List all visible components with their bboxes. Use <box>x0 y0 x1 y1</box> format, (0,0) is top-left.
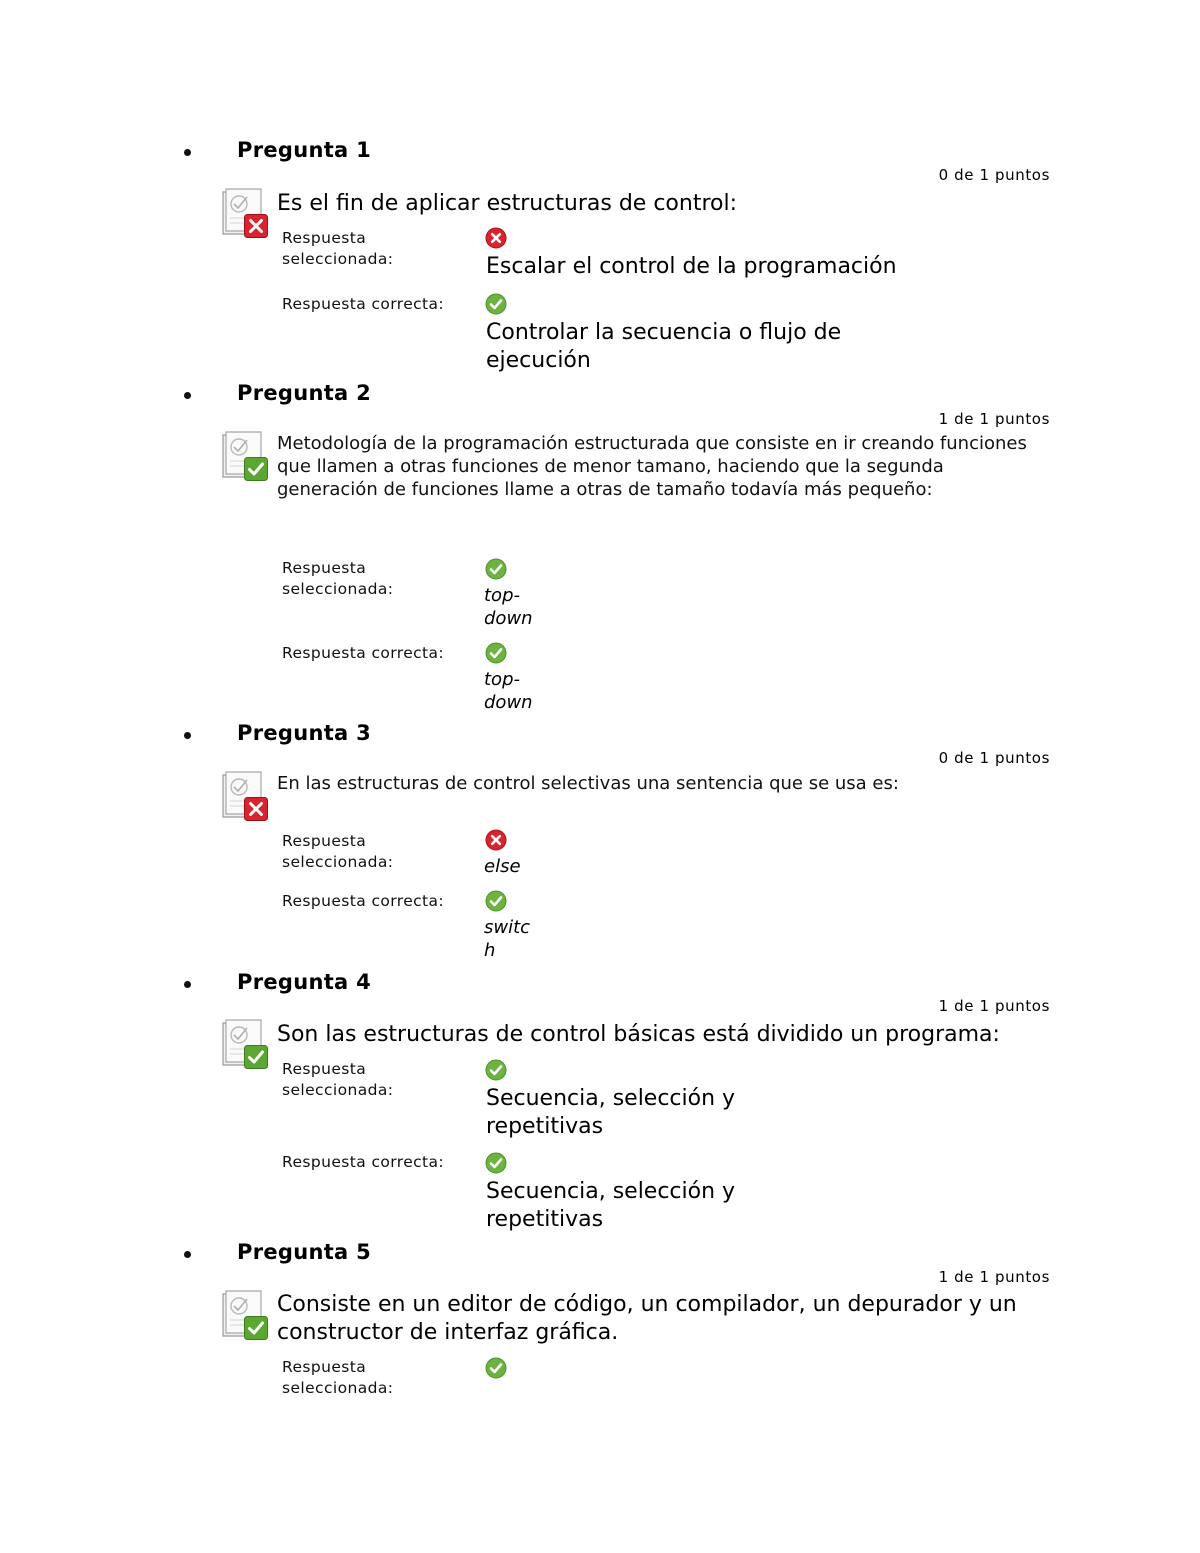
list-bullet <box>184 392 191 399</box>
question-text: Metodología de la programación estructurada que consiste en ir creando funciones que llamen a otras funciones de menor tamano, haciendo que la segunda generación de funciones llame a otras de tamaño todavía más pequeño: <box>277 433 1027 500</box>
question-title: Pregunta 1 <box>237 138 372 162</box>
correct-answer: Controlar la secuencia o flujo de ejecución <box>486 320 842 373</box>
selected-answer-label: Respuesta seleccionada: <box>282 1358 394 1397</box>
selected-answer: Secuencia, selección y repetitivas <box>486 1086 736 1139</box>
list-bullet <box>184 981 191 988</box>
question-text: En las estructuras de control selectivas una sentencia que se usa es: <box>277 773 899 794</box>
correct-answer: Secuencia, selección y repetitivas <box>486 1179 736 1232</box>
question-title: Pregunta 5 <box>237 1240 372 1264</box>
list-bullet <box>184 1251 191 1258</box>
question-text: Son las estructuras de control básicas está dividido un programa: <box>277 1022 1000 1047</box>
correct-answer: switch <box>484 917 531 961</box>
question-text: Consiste en un editor de código, un compilador, un depurador y un constructor de interfaz gráfica. <box>277 1292 1017 1345</box>
selected-answer-label: Respuesta seleccionada: <box>282 832 394 871</box>
selected-answer-label: Respuesta seleccionada: <box>282 229 394 268</box>
quiz-correct-icon <box>220 1019 270 1069</box>
question-title: Pregunta 4 <box>237 970 372 994</box>
list-bullet <box>184 732 191 739</box>
check-circle-icon <box>485 890 507 912</box>
question-title: Pregunta 3 <box>237 721 372 745</box>
correct-answer-label: Respuesta correcta: <box>282 892 445 910</box>
x-circle-icon <box>485 829 507 851</box>
check-circle-icon <box>485 293 507 315</box>
correct-answer-label: Respuesta correcta: <box>282 644 445 662</box>
quiz-correct-icon <box>220 431 270 481</box>
check-circle-icon <box>485 642 507 664</box>
selected-answer: Escalar el control de la programación <box>486 254 897 279</box>
selected-answer: top-down <box>484 585 533 629</box>
quiz-incorrect-icon <box>220 188 270 238</box>
question-points: 1 de 1 puntos <box>938 1268 1050 1286</box>
check-circle-icon <box>485 1152 507 1174</box>
question-points: 1 de 1 puntos <box>938 410 1050 428</box>
selected-answer-label: Respuesta seleccionada: <box>282 559 394 598</box>
check-circle-icon <box>485 558 507 580</box>
check-circle-icon <box>485 1357 507 1379</box>
correct-answer-label: Respuesta correcta: <box>282 1153 445 1171</box>
question-points: 0 de 1 puntos <box>938 166 1050 184</box>
selected-answer-label: Respuesta seleccionada: <box>282 1060 394 1099</box>
list-bullet <box>184 149 191 156</box>
question-text: Es el fin de aplicar estructuras de control: <box>277 191 737 216</box>
quiz-incorrect-icon <box>220 771 270 821</box>
selected-answer: else <box>484 856 521 877</box>
correct-answer: top-down <box>484 669 533 713</box>
check-circle-icon <box>485 1059 507 1081</box>
question-title: Pregunta 2 <box>237 381 372 405</box>
question-points: 0 de 1 puntos <box>938 749 1050 767</box>
x-circle-icon <box>485 227 507 249</box>
question-points: 1 de 1 puntos <box>938 997 1050 1015</box>
correct-answer-label: Respuesta correcta: <box>282 295 445 313</box>
quiz-correct-icon <box>220 1290 270 1340</box>
